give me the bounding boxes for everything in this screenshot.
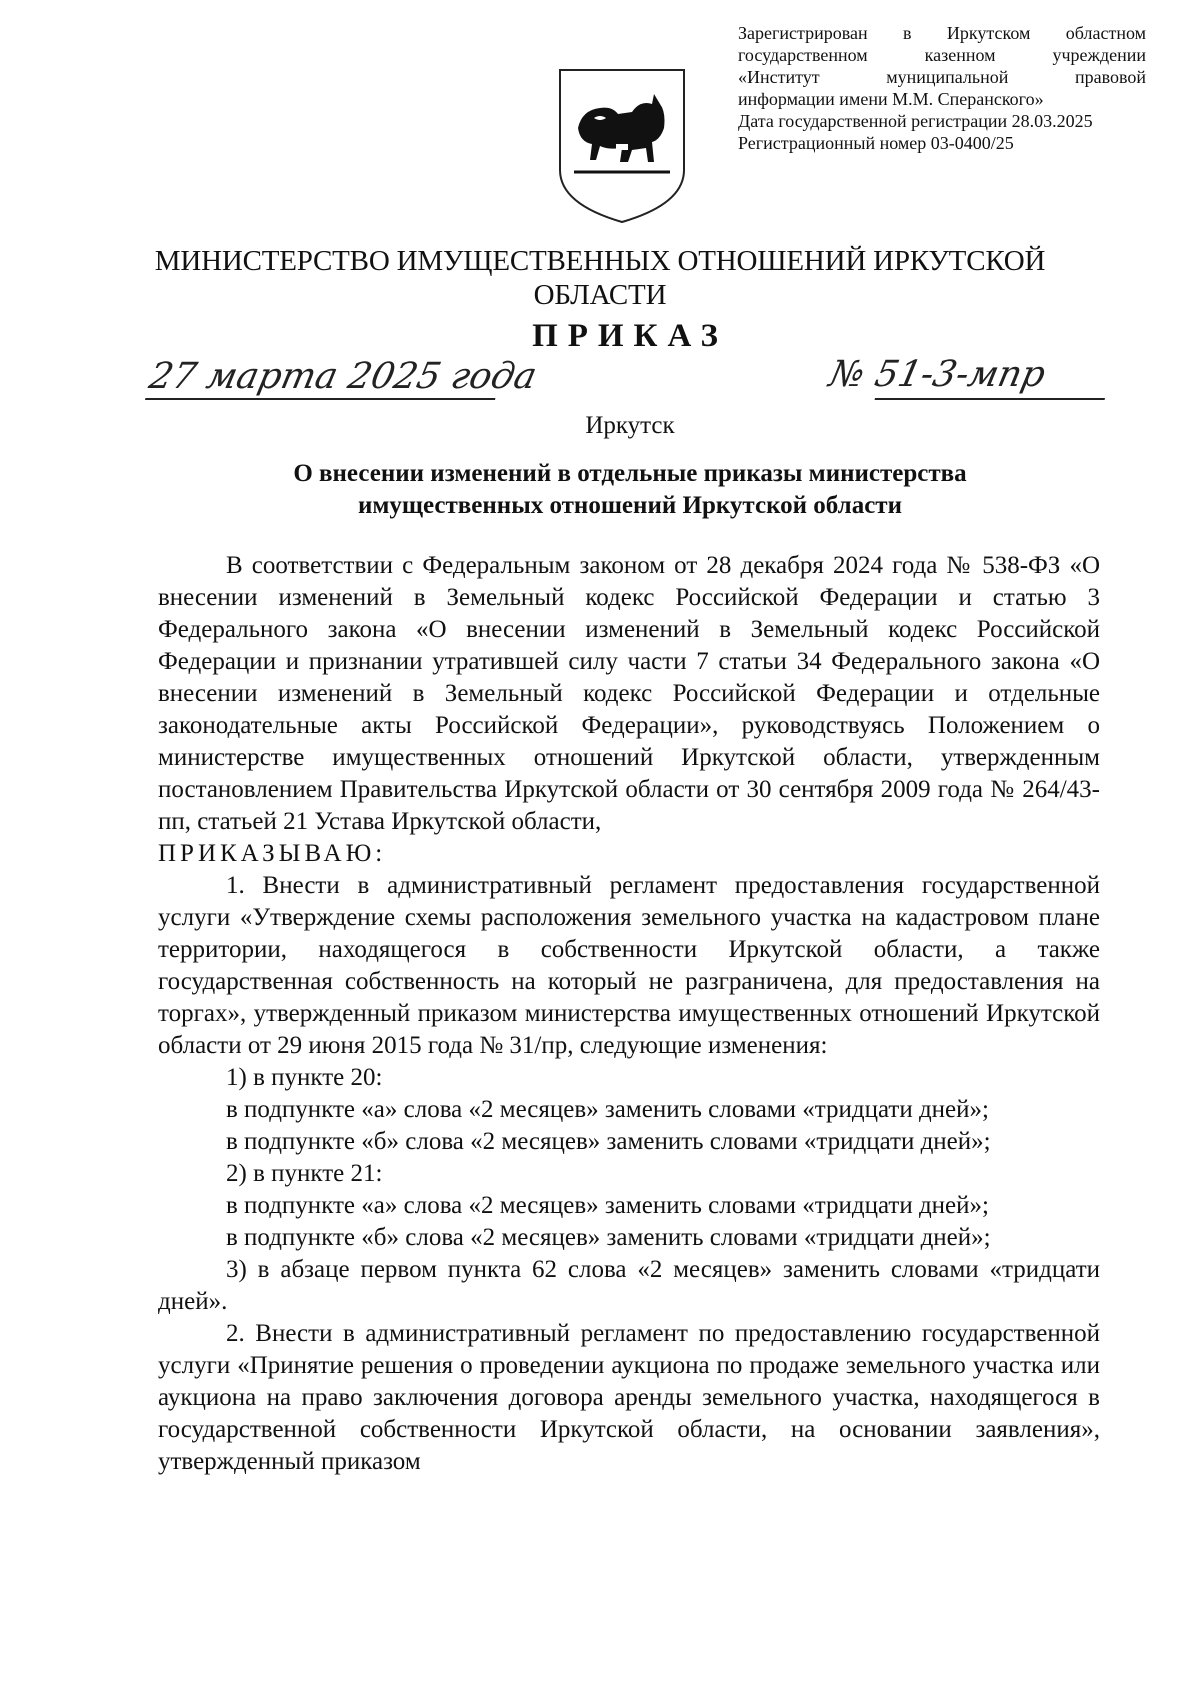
registration-line: государственном казенном учреждении [738, 45, 1146, 65]
ministry-name [150, 244, 1050, 312]
subitem-paragraph: в подпункте «а» слова «2 месяцев» заменить словами «тридцати дней»; [226, 1096, 989, 1123]
subitem-paragraph: 1) в пункте 20: [226, 1064, 383, 1091]
handwritten-number-text: № 51-3-мпр [825, 354, 1049, 395]
subitem-paragraph: в подпункте «а» слова «2 месяцев» заменить словами «тридцати дней»; [226, 1192, 989, 1219]
registration-line: «Институт муниципальной правовой [738, 67, 1146, 87]
registration-date: Дата государственной регистрации 28.03.2025 [738, 111, 1093, 131]
registration-stamp [738, 22, 1146, 154]
item-2-paragraph: 2. Внести в административный регламент по предоставлению государственной услуги «Принятие решения о проведении аукциона по продаже земельного участка или аукциона на право заключения договора аренды земельного участка, находящегося в государственной собственности Иркутской области, на основании заявления», утвержденный приказом [158, 1320, 1100, 1475]
item-1-paragraph: 1. Внести в административный регламент предоставления государственной услуги «Утверждение схемы расположения земельного участка на кадастровом плане территории, находящегося в собственности Иркутской области, а также государственная собственность на который не разграничена, для предоставления на торгах», утвержденный приказом министерства имущественных отношений Иркутской области от 29 июня 2015 года № 31/пр, следующие изменения: [158, 872, 1100, 1059]
registration-number: Регистрационный номер 03-0400/25 [738, 133, 1014, 153]
handwritten-date [146, 356, 541, 397]
number-underline [875, 398, 1105, 400]
document-body [158, 550, 1100, 1478]
document-subject [200, 458, 1060, 522]
handwritten-date-text: 27 марта 2025 года [145, 356, 541, 397]
subject-line: имущественных отношений Иркутской области [357, 492, 902, 519]
subitem-paragraph: 3) в абзаце первом пункта 62 слова «2 месяцев» заменить словами «тридцати дней». [158, 1256, 1100, 1315]
ministry-name-line: МИНИСТЕРСТВО ИМУЩЕСТВЕННЫХ ОТНОШЕНИЙ ИРКУТСКОЙ [154, 245, 1046, 277]
registration-line: информации имени М.М. Сперанского» [738, 89, 1044, 109]
subject-line: О внесении изменений в отдельные приказы министерства [293, 460, 967, 487]
document-type: ПРИКАЗ [532, 318, 728, 354]
subitem-paragraph: в подпункте «б» слова «2 месяцев» заменить словами «тридцати дней»; [226, 1224, 991, 1251]
registration-line: Зарегистрирован в Иркутском областном [738, 23, 1146, 43]
subitem-paragraph: 2) в пункте 21: [226, 1160, 383, 1187]
ministry-name-line: ОБЛАСТИ [533, 279, 667, 311]
preamble-paragraph: В соответствии с Федеральным законом от 28 декабря 2024 года № 538-ФЗ «О внесении изменений в Земельный кодекс Российской Федерации и статью 3 Федерального закона «О внесении изменений в Земельный кодекс Российской Федерации и признании утратившей силу части 7 статьи 34 Федерального закона «О внесении изменений в Земельный кодекс Российской Федерации и отдельные законодательные акты Российской Федерации», руководствуясь Положением о министерстве имущественных отношений Иркутской области, утвержденным постановлением Правительства Иркутской области от 30 сентября 2009 года № 264/43-пп, статьей 21 Устава Иркутской области, [158, 552, 1100, 835]
subitem-paragraph: в подпункте «б» слова «2 месяцев» заменить словами «тридцати дней»; [226, 1128, 991, 1155]
city: Иркутск [585, 412, 675, 439]
order-word: ПРИКАЗЫВАЮ: [158, 840, 387, 867]
date-underline [145, 398, 495, 400]
coat-of-arms-emblem [556, 66, 688, 226]
handwritten-number [826, 354, 1049, 395]
